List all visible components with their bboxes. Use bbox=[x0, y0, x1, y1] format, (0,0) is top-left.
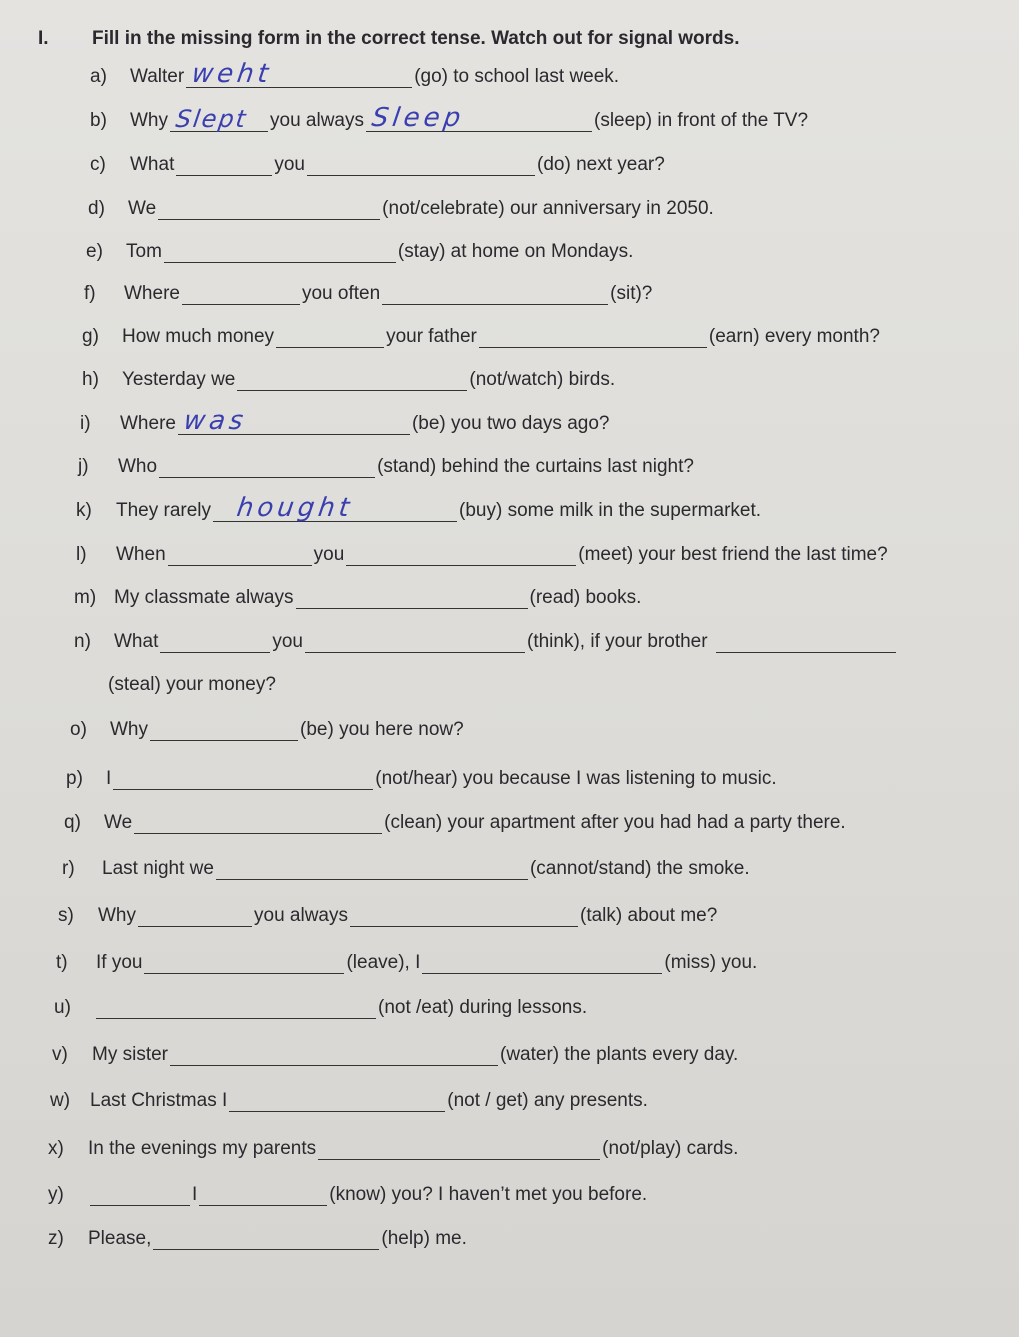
item-text: What bbox=[114, 631, 159, 652]
item-text: you bbox=[272, 631, 303, 652]
item-text: Why bbox=[110, 719, 148, 740]
item-text: you bbox=[274, 154, 305, 175]
handwritten-answer: Sleep bbox=[369, 103, 467, 133]
item-label: k) bbox=[76, 500, 92, 521]
exercise-item-g bbox=[82, 320, 880, 348]
exercise-item-o bbox=[70, 713, 464, 741]
item-text: (steal) your money? bbox=[108, 674, 276, 695]
exercise-item-d bbox=[88, 192, 714, 220]
item-text: (not/play) cards. bbox=[602, 1138, 739, 1159]
exercise-instructions: Fill in the missing form in the correct tense. Watch out for signal words. bbox=[92, 28, 740, 49]
answer-blank[interactable] bbox=[170, 1045, 498, 1066]
item-label: r) bbox=[62, 858, 75, 879]
item-text: (water) the plants every day. bbox=[500, 1044, 739, 1065]
answer-blank[interactable] bbox=[170, 105, 268, 133]
item-text: (not/watch) birds. bbox=[469, 369, 616, 390]
item-text: Please, bbox=[88, 1228, 152, 1249]
exercise-item-z bbox=[48, 1222, 467, 1250]
item-label: i) bbox=[80, 413, 91, 434]
item-label: y) bbox=[48, 1184, 64, 1205]
answer-blank[interactable] bbox=[176, 155, 272, 176]
item-text: (cannot/stand) the smoke. bbox=[529, 858, 750, 879]
item-text: Where bbox=[120, 413, 176, 434]
answer-blank[interactable] bbox=[159, 457, 375, 478]
exercise-item-i bbox=[80, 407, 609, 435]
item-text: (clean) your apartment after you had had a party there. bbox=[384, 812, 846, 833]
answer-blank[interactable] bbox=[479, 327, 707, 348]
item-label: z) bbox=[48, 1228, 64, 1249]
item-text: (not / get) any presents. bbox=[447, 1090, 648, 1111]
item-label: j) bbox=[78, 456, 89, 477]
item-label: d) bbox=[88, 198, 105, 219]
item-text: How much money bbox=[122, 326, 275, 347]
answer-blank[interactable] bbox=[138, 906, 252, 927]
item-text: They rarely bbox=[116, 500, 212, 521]
answer-blank[interactable] bbox=[422, 953, 662, 974]
item-label: l) bbox=[76, 544, 87, 565]
answer-blank[interactable] bbox=[90, 1185, 190, 1206]
item-text: (be) you here now? bbox=[300, 719, 464, 740]
answer-blank[interactable] bbox=[318, 1139, 600, 1160]
handwritten-answer: was bbox=[181, 406, 249, 436]
item-text: Last Christmas I bbox=[90, 1090, 228, 1111]
item-text: Last night we bbox=[102, 858, 214, 879]
item-text: My sister bbox=[92, 1044, 168, 1065]
item-text: you always bbox=[270, 110, 364, 131]
item-label: x) bbox=[48, 1138, 64, 1159]
answer-blank[interactable] bbox=[716, 632, 896, 653]
item-label: c) bbox=[90, 154, 106, 175]
item-text: My classmate always bbox=[114, 587, 294, 608]
exercise-item-v bbox=[52, 1038, 738, 1066]
handwritten-answer: Slept bbox=[174, 105, 250, 133]
answer-blank[interactable] bbox=[307, 155, 535, 176]
exercise-number: I. bbox=[38, 28, 49, 49]
item-label: m) bbox=[74, 587, 97, 608]
answer-blank[interactable] bbox=[216, 859, 528, 880]
handwritten-answer: weht bbox=[190, 59, 275, 89]
item-text: (buy) some milk in the supermarket. bbox=[459, 500, 762, 521]
answer-blank[interactable] bbox=[382, 284, 608, 305]
exercise-item-p bbox=[66, 762, 777, 790]
item-text: (think), if your brother bbox=[527, 631, 708, 652]
item-label: b) bbox=[90, 110, 107, 131]
item-text: you bbox=[313, 544, 345, 565]
exercise-item-s bbox=[58, 899, 717, 927]
item-text: (earn) every month? bbox=[708, 326, 880, 347]
item-text: Where bbox=[124, 283, 180, 304]
answer-blank[interactable] bbox=[296, 588, 528, 609]
answer-blank[interactable] bbox=[150, 720, 298, 741]
exercise-item-f bbox=[84, 277, 652, 305]
answer-blank[interactable] bbox=[186, 59, 412, 89]
answer-blank[interactable] bbox=[199, 1185, 327, 1206]
item-text: (stand) behind the curtains last night? bbox=[377, 456, 694, 477]
answer-blank[interactable] bbox=[276, 327, 384, 348]
answer-blank[interactable] bbox=[113, 769, 373, 790]
item-label: g) bbox=[82, 326, 99, 347]
item-text: What bbox=[130, 154, 175, 175]
item-text: Walter bbox=[130, 66, 185, 87]
handwritten-answer: hought bbox=[234, 493, 356, 523]
exercise-item-n-continued bbox=[108, 668, 276, 696]
item-label: e) bbox=[86, 241, 103, 262]
item-text: (do) next year? bbox=[537, 154, 665, 175]
item-label: f) bbox=[84, 283, 96, 304]
item-label: a) bbox=[90, 66, 107, 87]
item-text: (leave), I bbox=[346, 952, 421, 973]
exercise-item-r bbox=[62, 852, 750, 880]
answer-blank[interactable] bbox=[178, 406, 410, 436]
item-text: (sleep) in front of the TV? bbox=[594, 110, 809, 131]
exercise-item-t bbox=[56, 946, 757, 974]
item-text: When bbox=[116, 544, 166, 565]
answer-blank[interactable] bbox=[366, 103, 592, 133]
item-text: If you bbox=[96, 952, 143, 973]
item-text: (not/celebrate) our anniversary in 2050. bbox=[382, 198, 714, 219]
answer-blank[interactable] bbox=[237, 370, 467, 391]
exercise-item-c bbox=[90, 148, 665, 176]
answer-blank[interactable] bbox=[96, 998, 376, 1019]
item-text: (miss) you. bbox=[664, 952, 758, 973]
item-text: I bbox=[192, 1184, 198, 1205]
item-text: (meet) your best friend the last time? bbox=[578, 544, 888, 565]
item-text: (not /eat) during lessons. bbox=[378, 997, 588, 1018]
item-label: s) bbox=[58, 905, 74, 926]
answer-blank[interactable] bbox=[213, 493, 457, 523]
item-label: o) bbox=[70, 719, 87, 740]
item-label: q) bbox=[64, 812, 81, 833]
item-text: Why bbox=[130, 110, 168, 131]
exercise-item-n bbox=[74, 625, 898, 653]
exercise-item-j bbox=[78, 450, 694, 478]
item-text: We bbox=[104, 812, 133, 833]
item-text: (read) books. bbox=[529, 587, 642, 608]
answer-blank[interactable] bbox=[168, 545, 312, 566]
answer-blank[interactable] bbox=[158, 199, 380, 220]
item-text: (talk) about me? bbox=[580, 905, 718, 926]
exercise-item-a bbox=[90, 60, 619, 88]
answer-blank[interactable] bbox=[346, 545, 576, 566]
exercise-item-e bbox=[86, 235, 633, 263]
item-label: t) bbox=[56, 952, 68, 973]
exercise-item-h bbox=[82, 363, 615, 391]
exercise-item-b bbox=[90, 104, 808, 132]
item-label: n) bbox=[74, 631, 91, 652]
item-text: (stay) at home on Mondays. bbox=[397, 241, 634, 262]
answer-blank[interactable] bbox=[305, 632, 525, 653]
item-text: (know) you? I haven’t met you before. bbox=[329, 1184, 648, 1205]
exercise-item-k bbox=[76, 494, 761, 522]
answer-blank[interactable] bbox=[153, 1229, 379, 1250]
item-label: h) bbox=[82, 369, 99, 390]
item-text: In the evenings my parents bbox=[88, 1138, 317, 1159]
answer-blank[interactable] bbox=[350, 906, 578, 927]
item-text: (not/hear) you because I was listening to music. bbox=[375, 768, 777, 789]
exercise-item-m bbox=[74, 581, 641, 609]
answer-blank[interactable] bbox=[160, 632, 270, 653]
item-text: you often bbox=[301, 283, 381, 304]
item-text: (be) you two days ago? bbox=[411, 413, 610, 434]
item-label: u) bbox=[54, 997, 71, 1018]
item-text: you always bbox=[254, 905, 348, 926]
exercise-item-y bbox=[48, 1178, 647, 1206]
item-label: w) bbox=[50, 1090, 71, 1111]
item-text: (sit)? bbox=[610, 283, 653, 304]
answer-blank[interactable] bbox=[144, 953, 344, 974]
exercise-item-u bbox=[54, 991, 587, 1019]
item-text: Why bbox=[98, 905, 136, 926]
item-text: Tom bbox=[126, 241, 162, 262]
item-text: I bbox=[106, 768, 112, 789]
item-text: Who bbox=[118, 456, 158, 477]
item-label: p) bbox=[66, 768, 83, 789]
answer-blank[interactable] bbox=[134, 813, 382, 834]
answer-blank[interactable] bbox=[164, 242, 396, 263]
answer-blank[interactable] bbox=[182, 284, 300, 305]
item-text: (help) me. bbox=[381, 1228, 467, 1249]
exercise-item-l bbox=[76, 538, 888, 566]
item-text: (go) to school last week. bbox=[414, 66, 620, 87]
exercise-item-w bbox=[50, 1084, 648, 1112]
exercise-item-q bbox=[64, 806, 846, 834]
answer-blank[interactable] bbox=[229, 1091, 445, 1112]
exercise-item-x bbox=[48, 1132, 738, 1160]
item-text: We bbox=[128, 198, 157, 219]
item-text: your father bbox=[386, 326, 477, 347]
item-label: v) bbox=[52, 1044, 68, 1065]
item-text: Yesterday we bbox=[122, 369, 236, 390]
